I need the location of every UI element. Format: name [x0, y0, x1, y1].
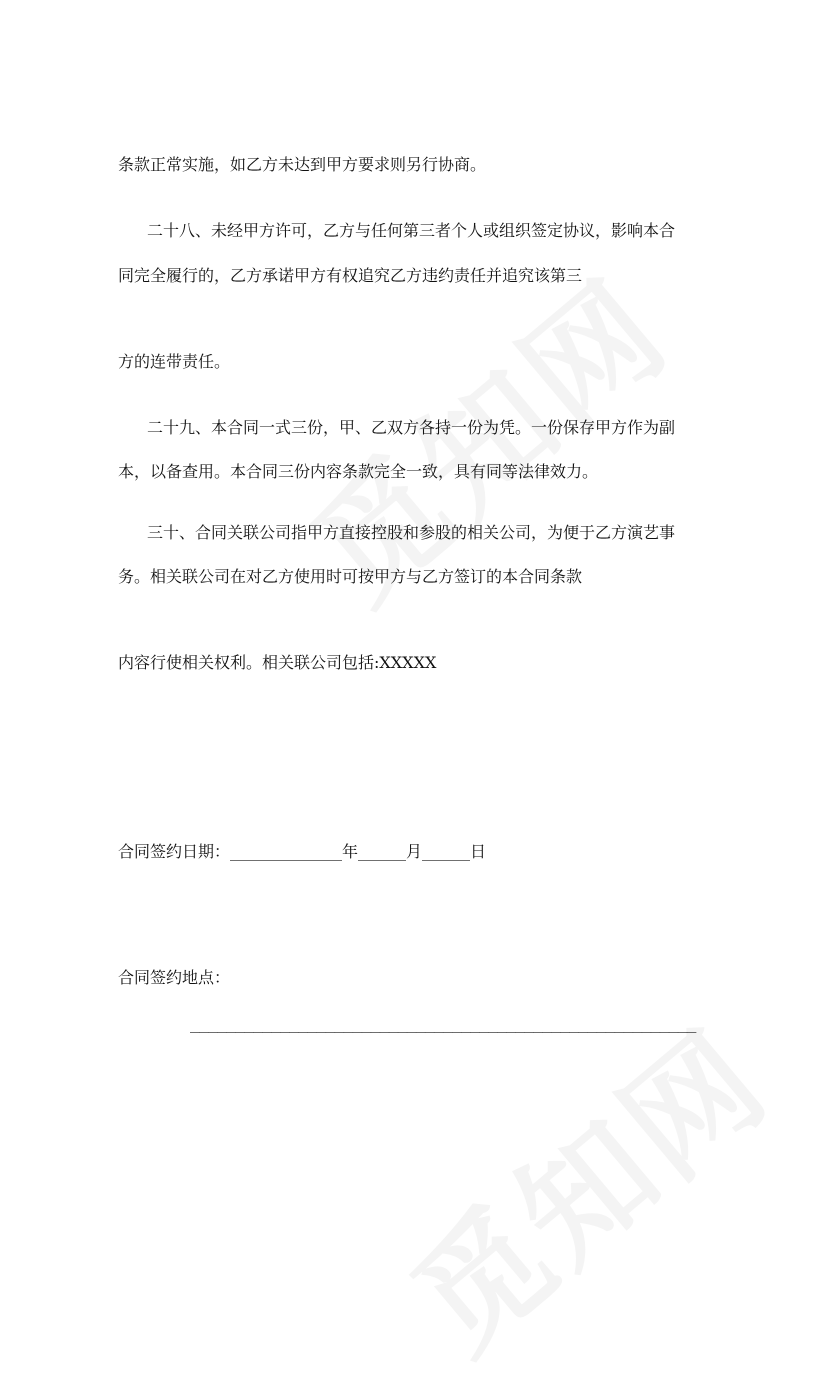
signing-place-label: 合同签约地点： [118, 968, 231, 987]
watermark-bottom [368, 981, 801, 1386]
signing-place-blank: ________________________________________________________ [190, 1014, 696, 1033]
paragraph-30-line-2: 务。相关联公司在对乙方使用时可按甲方与乙方签订的本合同条款 [118, 567, 583, 586]
paragraph-28-line-2: 同完全履行的，乙方承诺甲方有权追究乙方违约责任并追究该第三 [118, 266, 583, 285]
paragraph-29-line-2: 本，以备查用。本合同三份内容条款完全一致，具有同等法律效力。 [118, 462, 599, 481]
paragraph-28-line-1: 二十八、未经甲方许可，乙方与任何第三者个人或组织签定协议，影响本合 [147, 221, 676, 240]
paragraph-30-line-1: 三十、合同关联公司指甲方直接控股和参股的相关公司，为便于乙方演艺事 [147, 523, 676, 542]
signing-date-line: 合同签约日期：______________年______月______日 [118, 842, 487, 861]
paragraph-30-line-3: 内容行使相关权利。相关联公司包括:XXXXX [118, 653, 437, 672]
paragraph-27-tail: 条款正常实施，如乙方未达到甲方要求则另行协商。 [118, 155, 487, 174]
paragraph-29-line-1: 二十九、本合同一式三份，甲、乙双方各持一份为凭。一份保存甲方作为副 [147, 418, 676, 437]
paragraph-28-line-3: 方的连带责任。 [118, 352, 231, 371]
